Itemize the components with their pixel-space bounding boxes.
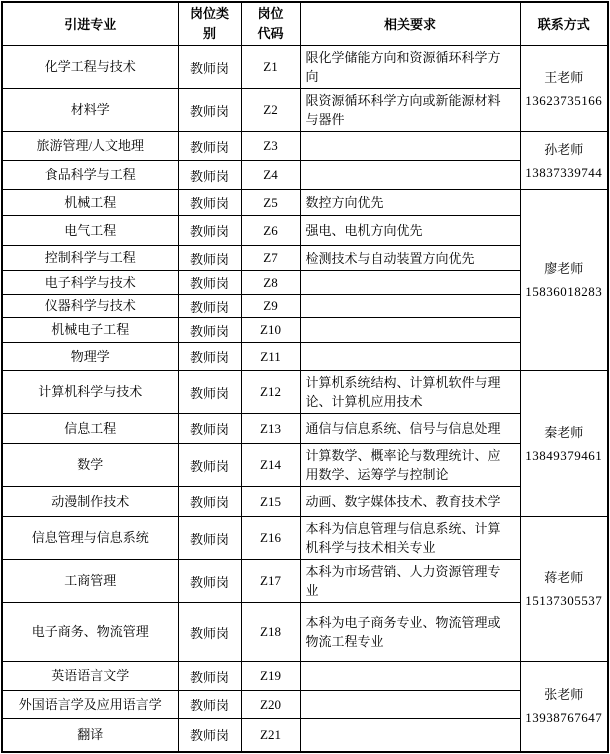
requirement-cell [300, 343, 520, 371]
code-cell: Z14 [241, 444, 300, 487]
contact-phone: 13938767647 [525, 710, 603, 726]
contact-cell [520, 371, 608, 517]
category-cell: 教师岗 [178, 318, 241, 343]
category-cell: 教师岗 [178, 271, 241, 295]
requirement-cell: 通信与信息系统、信号与信息处理 [300, 414, 520, 444]
contact-name: 廖老师 [544, 261, 584, 276]
major-cell: 计算机科学与技术 [2, 371, 178, 414]
table-row [2, 89, 608, 132]
major-cell: 信息管理与信息系统 [2, 517, 178, 560]
table-row [2, 444, 608, 487]
major-cell: 仪器科学与技术 [2, 295, 178, 318]
table-row [2, 318, 608, 343]
table-row [2, 691, 608, 719]
contact-cell [520, 517, 608, 662]
header-category-label: 岗位类别 [189, 6, 229, 41]
code-cell: Z20 [241, 691, 300, 719]
header-row [2, 2, 608, 46]
code-cell: Z19 [241, 662, 300, 691]
requirement-cell: 限资源循环科学方向或新能源材料与器件 [300, 89, 520, 132]
category-cell: 教师岗 [178, 662, 241, 691]
table-body [2, 46, 608, 752]
major-cell: 信息工程 [2, 414, 178, 444]
major-cell: 电子科学与技术 [2, 271, 178, 295]
table-row [2, 343, 608, 371]
category-cell: 教师岗 [178, 444, 241, 487]
major-cell: 控制科学与工程 [2, 246, 178, 271]
requirement-cell: 计算数学、概率论与数理统计、应用数学、运筹学与控制论 [300, 444, 520, 487]
requirement-cell: 数控方向优先 [300, 190, 520, 216]
header-major [2, 2, 178, 46]
requirement-cell: 检测技术与自动装置方向优先 [300, 246, 520, 271]
code-cell: Z1 [241, 46, 300, 89]
requirement-cell [300, 295, 520, 318]
requirement-cell: 限化学储能方向和资源循环科学方向 [300, 46, 520, 89]
major-cell: 电气工程 [2, 216, 178, 246]
code-cell: Z9 [241, 295, 300, 318]
category-cell: 教师岗 [178, 414, 241, 444]
requirement-cell [300, 318, 520, 343]
category-cell: 教师岗 [178, 161, 241, 190]
category-cell: 教师岗 [178, 603, 241, 662]
category-cell: 教师岗 [178, 560, 241, 603]
contact-name: 秦老师 [544, 424, 584, 440]
category-cell: 教师岗 [178, 517, 241, 560]
table-row [2, 662, 608, 691]
table-row [2, 295, 608, 318]
requirement-cell: 强电、电机方向优先 [300, 216, 520, 246]
table-row [2, 132, 608, 161]
header-requirement-label: 相关要求 [383, 16, 436, 32]
requirement-cell: 本科为电子商务专业、物流管理或物流工程专业 [300, 603, 520, 662]
requirement-cell [300, 271, 520, 295]
category-cell: 教师岗 [178, 719, 241, 752]
contact-cell [520, 190, 608, 371]
table-row [2, 719, 608, 752]
code-cell: Z21 [241, 719, 300, 752]
table-row [2, 246, 608, 271]
major-cell: 翻译 [2, 719, 178, 752]
category-cell: 教师岗 [178, 295, 241, 318]
code-cell: Z12 [241, 371, 300, 414]
requirement-cell [300, 719, 520, 752]
code-cell: Z11 [241, 343, 300, 371]
code-cell: Z5 [241, 190, 300, 216]
major-cell: 电子商务、物流管理 [2, 603, 178, 662]
contact-phone: 13837339744 [525, 164, 603, 180]
contact-phone: 13849379461 [525, 447, 603, 463]
code-cell: Z2 [241, 89, 300, 132]
table-row [2, 560, 608, 603]
requirement-cell: 动画、数字媒体技术、教育技术学 [300, 487, 520, 517]
contact-name: 孙老师 [544, 141, 584, 157]
code-cell: Z4 [241, 161, 300, 190]
table-row [2, 190, 608, 216]
major-cell: 物理学 [2, 343, 178, 371]
contact-cell [520, 132, 608, 190]
contact-phone: 15836018283 [525, 284, 603, 299]
code-cell: Z8 [241, 271, 300, 295]
code-cell: Z13 [241, 414, 300, 444]
category-cell: 教师岗 [178, 487, 241, 517]
code-cell: Z3 [241, 132, 300, 161]
category-cell: 教师岗 [178, 46, 241, 89]
recruitment-table [1, 1, 609, 753]
category-cell: 教师岗 [178, 691, 241, 719]
table-row [2, 414, 608, 444]
major-cell: 动漫制作技术 [2, 487, 178, 517]
contact-cell [520, 662, 608, 752]
header-major-label: 引进专业 [64, 16, 117, 32]
category-cell: 教师岗 [178, 132, 241, 161]
major-cell: 机械电子工程 [2, 318, 178, 343]
table-row [2, 216, 608, 246]
requirement-cell [300, 161, 520, 190]
header-requirement [300, 2, 520, 46]
contact-phone: 13623735166 [525, 92, 603, 108]
table-row [2, 46, 608, 89]
contact-cell [520, 46, 608, 132]
contact-name: 王老师 [544, 69, 584, 85]
requirement-cell: 计算机系统结构、计算机软件与理论、计算机应用技术 [300, 371, 520, 414]
major-cell: 外国语言学及应用语言学 [2, 691, 178, 719]
contact-phone: 15137305537 [525, 593, 603, 608]
code-cell: Z10 [241, 318, 300, 343]
requirement-cell: 本科为市场营销、人力资源管理专业 [300, 560, 520, 603]
header-contact [520, 2, 608, 46]
category-cell: 教师岗 [178, 246, 241, 271]
requirement-cell [300, 691, 520, 719]
contact-name: 张老师 [544, 687, 584, 703]
header-code-label: 岗位代码 [257, 6, 284, 41]
requirement-cell: 本科为信息管理与信息系统、计算机科学与技术相关专业 [300, 517, 520, 560]
category-cell: 教师岗 [178, 89, 241, 132]
major-cell: 旅游管理/人文地理 [2, 132, 178, 161]
category-cell: 教师岗 [178, 343, 241, 371]
header-category [178, 2, 241, 46]
header-contact-label: 联系方式 [537, 16, 590, 32]
table-row [2, 271, 608, 295]
major-cell: 机械工程 [2, 190, 178, 216]
code-cell: Z17 [241, 560, 300, 603]
code-cell: Z16 [241, 517, 300, 560]
code-cell: Z6 [241, 216, 300, 246]
code-cell: Z15 [241, 487, 300, 517]
contact-name: 蒋老师 [544, 570, 584, 585]
table-row [2, 487, 608, 517]
table-row [2, 517, 608, 560]
category-cell: 教师岗 [178, 190, 241, 216]
major-cell: 数学 [2, 444, 178, 487]
table-row [2, 371, 608, 414]
category-cell: 教师岗 [178, 216, 241, 246]
requirement-cell [300, 132, 520, 161]
major-cell: 工商管理 [2, 560, 178, 603]
major-cell: 食品科学与工程 [2, 161, 178, 190]
major-cell: 化学工程与技术 [2, 46, 178, 89]
code-cell: Z7 [241, 246, 300, 271]
header-code [241, 2, 300, 46]
table-row [2, 603, 608, 662]
requirement-cell [300, 662, 520, 691]
code-cell: Z18 [241, 603, 300, 662]
table-row [2, 161, 608, 190]
major-cell: 材料学 [2, 89, 178, 132]
category-cell: 教师岗 [178, 371, 241, 414]
major-cell: 英语语言文学 [2, 662, 178, 691]
